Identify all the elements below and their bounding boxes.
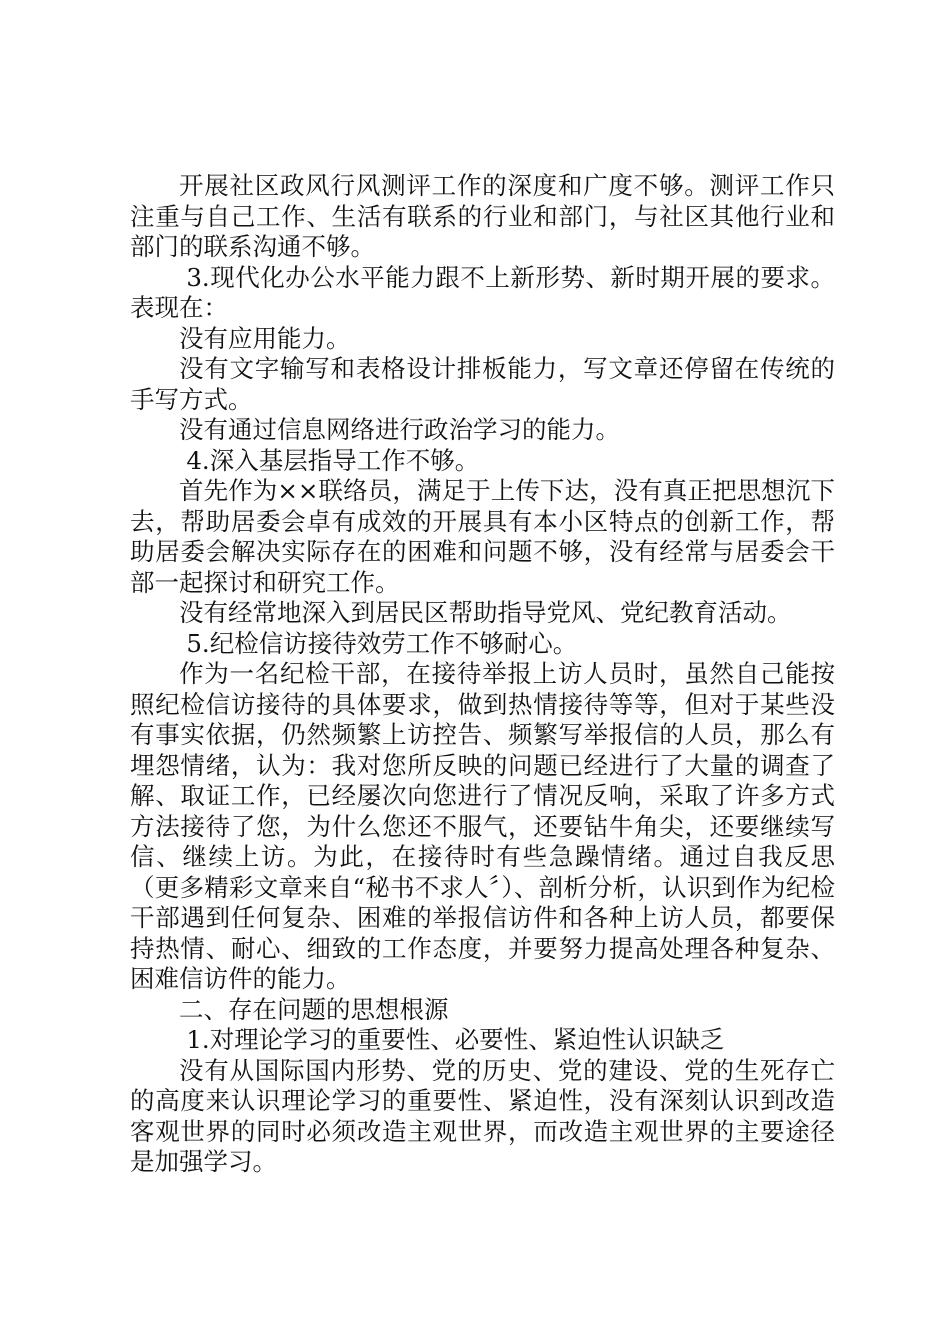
heading-item-1-theory-study: 1.对理论学习的重要性、必要性、紧迫性认识缺乏 [186,1025,725,1054]
paragraph-liaison-officer: 首先作为××联络员，满足于上传下达，没有真正把思想沉下去，帮助居委会卓有成效的开展具有本小区特点的创新工作，帮助居委会解决实际存在的困难和问题不够，没有经常与居委会干部一起探讨和研究工作。 [130,476,835,597]
heading-item-3-office-modernization: 3.现代化办公水平能力跟不上新形势、新时期开展的要求。表现在： [130,262,835,322]
document-body [130,171,835,1178]
paragraph-discipline-cadre: 作为一名纪检干部，在接待举报上访人员时，虽然自己能按照纪检信访接待的具体要求，做到热情接待等等，但对于某些没有事实依据，仍然频繁上访控告、频繁写举报信的人员，那么有埋怨情绪，认为：我对您所反映的问题已经进行了大量的调查了解、取证工作，已经屡次向您进行了情况反响，采取了许多方式方法接待了您，为什么您还不服气，还要钻牛角尖，还要继续写信、继续上访。为此，在接待时有些急躁情绪。通过自我反思（更多精彩文章来自“秘书不求人〞）、剖析分析，认识到作为纪检干部遇到任何复杂、困难的举报信访件和各种上访人员，都要保持热情、耐心、细致的工作态度，并要努力提高处理各种复杂、困难信访件的能力。 [130,659,835,993]
heading-item-4-grassroots-guidance: 4.深入基层指导工作不够。 [186,445,480,475]
section-heading-ideological-roots: 二、存在问题的思想根源 [179,994,449,1024]
heading-item-5-petition-reception: 5.纪检信访接待效劳工作不够耐心。 [186,628,578,658]
paragraph-no-application-ability: 没有应用能力。 [179,323,351,353]
paragraph-no-typing-ability: 没有文字输写和表格设计排板能力，写文章还停留在传统的手写方式。 [130,354,835,414]
paragraph-residential-guidance: 没有经常地深入到居民区帮助指导党风、党纪教育活动。 [179,598,792,627]
paragraph-theory-importance: 没有从国际国内形势、党的历史、党的建设、党的生死存亡的高度来认识理论学习的重要性、紧迫性，没有深刻认识到改造客观世界的同时必须改造主观世界，而改造主观世界的主要途径是加强学习。 [130,1055,835,1176]
paragraph-survey-depth: 开展社区政风行风测评工作的深度和广度不够。测评工作只注重与自己工作、生活有联系的行业和部门，与社区其他行业和部门的联系沟通不够。 [130,171,835,261]
paragraph-no-online-study-ability: 没有通过信息网络进行政治学习的能力。 [179,415,620,444]
